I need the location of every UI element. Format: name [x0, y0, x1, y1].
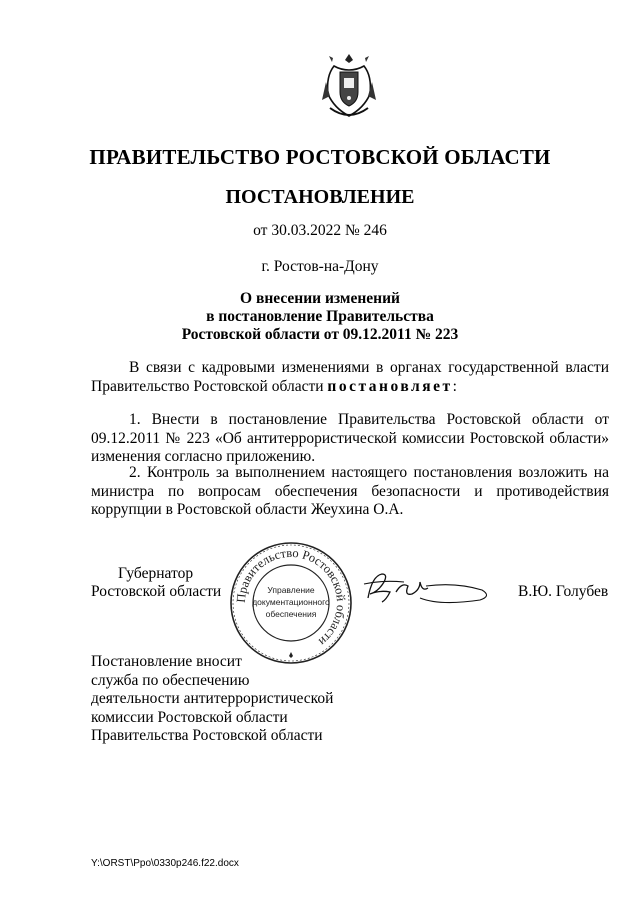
- introduced-by-block: [91, 653, 333, 746]
- signatory-region: Ростовской области: [91, 583, 222, 600]
- document-subject: [0, 290, 640, 344]
- subject-line-1: О внесении изменений: [240, 290, 400, 307]
- introduced-by-line: деятельности антитеррористической: [91, 690, 334, 707]
- paragraph-item-1: [91, 411, 609, 467]
- official-stamp: [228, 540, 354, 666]
- handwritten-signature: [362, 568, 502, 608]
- document-type: ПОСТАНОВЛЕНИЕ: [225, 186, 415, 208]
- signatory-title: Губернатор: [118, 565, 194, 582]
- stamp-line-3: обеспечения: [265, 609, 317, 619]
- government-title: ПРАВИТЕЛЬСТВО РОСТОВСКОЙ ОБЛАСТИ: [89, 145, 551, 169]
- subject-line-2: в постановление Правительства: [206, 308, 434, 325]
- file-path-footer: Y:\ORST\Ppo\0330p246.f22.docx: [91, 858, 239, 869]
- subject-line-3: Ростовской области от 09.12.2011 № 223: [181, 326, 459, 343]
- signatory-name: В.Ю. Голубев: [518, 583, 609, 600]
- decree-word: постановляет: [327, 377, 453, 395]
- paragraph-preamble: [91, 359, 609, 396]
- preamble-end: :: [452, 377, 457, 395]
- introduced-by-line: Правительства Ростовской области: [91, 727, 323, 744]
- paragraph-item-2: [91, 464, 609, 520]
- introduced-by-line: Постановление вносит: [91, 653, 242, 670]
- city: г. Ростов-на-Дону: [261, 258, 379, 275]
- stamp-outer-text: Правительство Ростовской области: [233, 545, 349, 649]
- preamble-text: В связи с кадровыми изменениями в органах государственной власти Правительство Ростовской области: [91, 359, 609, 395]
- item-1-text: 1. Внести в постановление Правительства Ростовской области от 09.12.2011 № 223 «Об антитеррористической комиссии Ростовской области» изменения согласно приложению.: [91, 411, 609, 465]
- stamp-line-1: Управление: [267, 585, 315, 595]
- item-2-text: 2. Контроль за выполнением настоящего постановления возложить на министра по вопросам обеспечения безопасности и противодействия коррупции в Ростовской области Жеухина О.А.: [91, 464, 609, 518]
- date-number: от 30.03.2022 № 246: [253, 222, 387, 239]
- introduced-by-line: служба по обеспечению: [91, 671, 250, 689]
- coat-of-arms-icon: [320, 52, 378, 122]
- introduced-by-line: комиссии Ростовской области: [91, 708, 288, 726]
- stamp-line-2: документационного: [252, 597, 330, 607]
